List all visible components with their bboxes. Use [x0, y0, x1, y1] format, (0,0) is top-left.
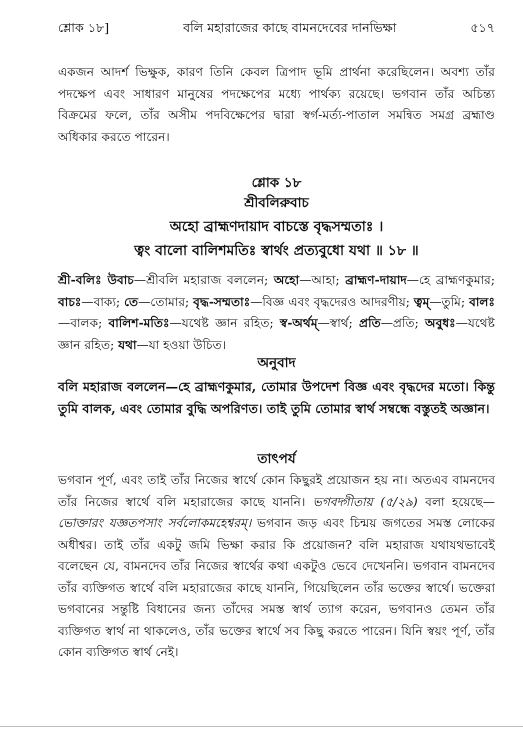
synonym-word: বালিশ-মতিঃ	[108, 316, 170, 330]
page-header	[58, 20, 495, 40]
chapter-title: বলি মহারাজের কাছে বামনদেবের দানভিক্ষা	[183, 20, 397, 35]
synonym-separator: —	[250, 294, 263, 309]
synonym-separator: —	[406, 273, 419, 287]
verse-heading: শ্লোক ১৮	[251, 175, 302, 191]
synonym-meaning: যথেষ্ট জ্ঞান রহিত;	[58, 316, 495, 352]
synonym-meaning: বিজ্ঞ এবং বৃদ্ধদেরও আদরণীয়;	[262, 294, 414, 309]
purport-text-1: ভগবান পূর্ণ, এবং তাই তাঁর নিজের স্বার্থে কোন কিছুরই প্রয়োজন হয় না। অতএব বামনদেব তাঁর নিজের স্বার্থে বলি মহারাজের কাছে যাননি।	[58, 473, 495, 509]
synonym-meaning: বাক্য;	[93, 294, 125, 309]
synonym-meaning: শ্রীবলি মহারাজ বললেন;	[146, 273, 274, 287]
synonym-word: অবুধঃ	[425, 316, 456, 330]
synonym-word: বালঃ	[469, 294, 495, 309]
synonym-separator: —	[81, 294, 94, 309]
translation-paragraph: বলি মহারাজ বললেন—হে ব্রাহ্মণকুমার, তোমার উপদেশ বিজ্ঞ এবং বৃদ্ধদের মতো। কিন্তু তুমি বালক, এবং তোমার বুদ্ধি অপরিণত। তাই তুমি তোমার স্বার্থ সম্বন্ধে বস্তুতই অজ্ঞান।	[58, 379, 495, 416]
synonym-word: স্ব-অর্থম্	[279, 316, 318, 330]
synonym-word: ব্রাহ্মণ-দায়াদ	[345, 273, 407, 287]
synonym-meaning: প্রতি;	[392, 316, 426, 330]
synonym-word: শ্রী-বলিঃ উবাচ	[58, 273, 134, 287]
synonym-meaning: তুমি;	[441, 294, 470, 309]
synonym-separator: —	[380, 316, 393, 330]
gita-reference: ভগবদ্গীতায় (৫/২৯)	[312, 494, 418, 509]
intro-paragraph: একজন আদর্শ ভিক্ষুক, কারণ তিনি কেবল ত্রিপাদ ভূমি প্রার্থনা করেছিলেন। অবশ্য তাঁর পদক্ষেপ এবং সাধারণ মানুষের পদক্ষেপের মধ্যে পার্থক্য রয়েছে। ভগবান তাঁর অচিন্ত্য বিক্রমের ফলে, তাঁর অসীম পদবিক্ষেপের দ্বারা স্বর্গ-মর্ত্য-পাতাল সমন্বিত সমগ্র ব্রহ্মাণ্ড অধিকার করতে পারেন।	[58, 65, 495, 144]
purport-paragraph	[58, 470, 495, 664]
verse-reference: শ্লোক ১৮]	[58, 20, 110, 35]
verse-line-1: অহো ব্রাহ্মণদায়াদ বাচস্তে বৃদ্ধসম্মতাঃ ।	[169, 219, 384, 235]
synonym-meaning: হে ব্রাহ্মণকুমার;	[418, 273, 495, 287]
synonym-word: বাচঃ	[58, 294, 82, 309]
synonym-separator: —	[133, 273, 147, 287]
synonym-separator: —	[455, 316, 468, 330]
page-number: ৫১৭	[470, 20, 495, 35]
synonym-separator: —	[429, 294, 442, 309]
synonym-separator: —	[169, 316, 182, 330]
purport-text-2: বলা হয়েছে—	[417, 494, 495, 509]
footer-divider	[0, 726, 523, 727]
synonym-word: যথা	[118, 337, 137, 352]
synonym-meaning: যথেষ্ট জ্ঞান রহিত;	[181, 316, 280, 330]
synonym-word: ত্বম্	[413, 294, 430, 309]
synonym-word: অহো	[273, 273, 300, 287]
synonym-separator: —	[138, 294, 151, 309]
synonym-meaning: স্বার্থ;	[329, 316, 359, 330]
synonym-meaning: বালক;	[70, 316, 109, 330]
synonym-word: তে	[124, 294, 139, 309]
translation-heading: অনুবাদ	[257, 355, 296, 371]
synonym-word: বৃদ্ধ-সম্মতাঃ	[193, 294, 251, 309]
synonym-word: প্রতি	[359, 316, 381, 330]
gita-quote: ভোক্তারং যজ্ঞতপসাং সর্বলোকমহেশ্বরম্‌।	[58, 516, 252, 530]
synonym-meaning: তোমার;	[150, 294, 194, 309]
synonym-separator: —	[317, 316, 330, 330]
synonym-meaning: যা হওয়া উচিত।	[148, 337, 227, 352]
purport-heading: তাৎপর্য	[257, 451, 296, 467]
verse-speaker: শ্রীবলিরুবাচ	[244, 195, 309, 211]
verse-line-2: ত্বং বালো বালিশমতিঃ স্বার্থং প্রত্যবুধো যথা ॥ ১৮ ॥	[134, 243, 419, 259]
synonym-separator: —	[299, 273, 312, 287]
synonym-separator: —	[136, 337, 149, 352]
synonym-separator: —	[58, 316, 71, 330]
purport-text-3: ভগবান জড় এবং চিন্ময় জগতের সমস্ত লোকের অধীশ্বর। তাই তাঁর একটু জমি ভিক্ষা করার কি প্রয়োজন? বলি মহারাজ যথাযথভাবেই বলেছেন যে, বামনদেব তাঁর নিজের স্বার্থের কথা একটুও ভেবে দেখেননি। ভগবান বামনদেব তাঁর ব্যক্তিগত স্বার্থে বলি মহারাজের কাছে যাননি, গিয়েছিলেন তাঁর ভক্তের স্বার্থে। ভক্তেরা ভগবানের সন্তুষ্টি বিধানের জন্য তাঁদের সমস্ত স্বার্থ ত্যাগ করেন, ভগবানও তেমন তাঁর ব্যক্তিগত স্বার্থ না থাকলেও, তাঁর ভক্তের স্বার্থে সব কিছু করতে পারেন। যিনি স্বয়ং পূর্ণ, তাঁর কোন ব্যক্তিগত স্বার্থ নেই।	[58, 516, 495, 659]
synonym-meaning: আহা;	[311, 273, 346, 287]
synonyms-paragraph	[58, 270, 495, 356]
